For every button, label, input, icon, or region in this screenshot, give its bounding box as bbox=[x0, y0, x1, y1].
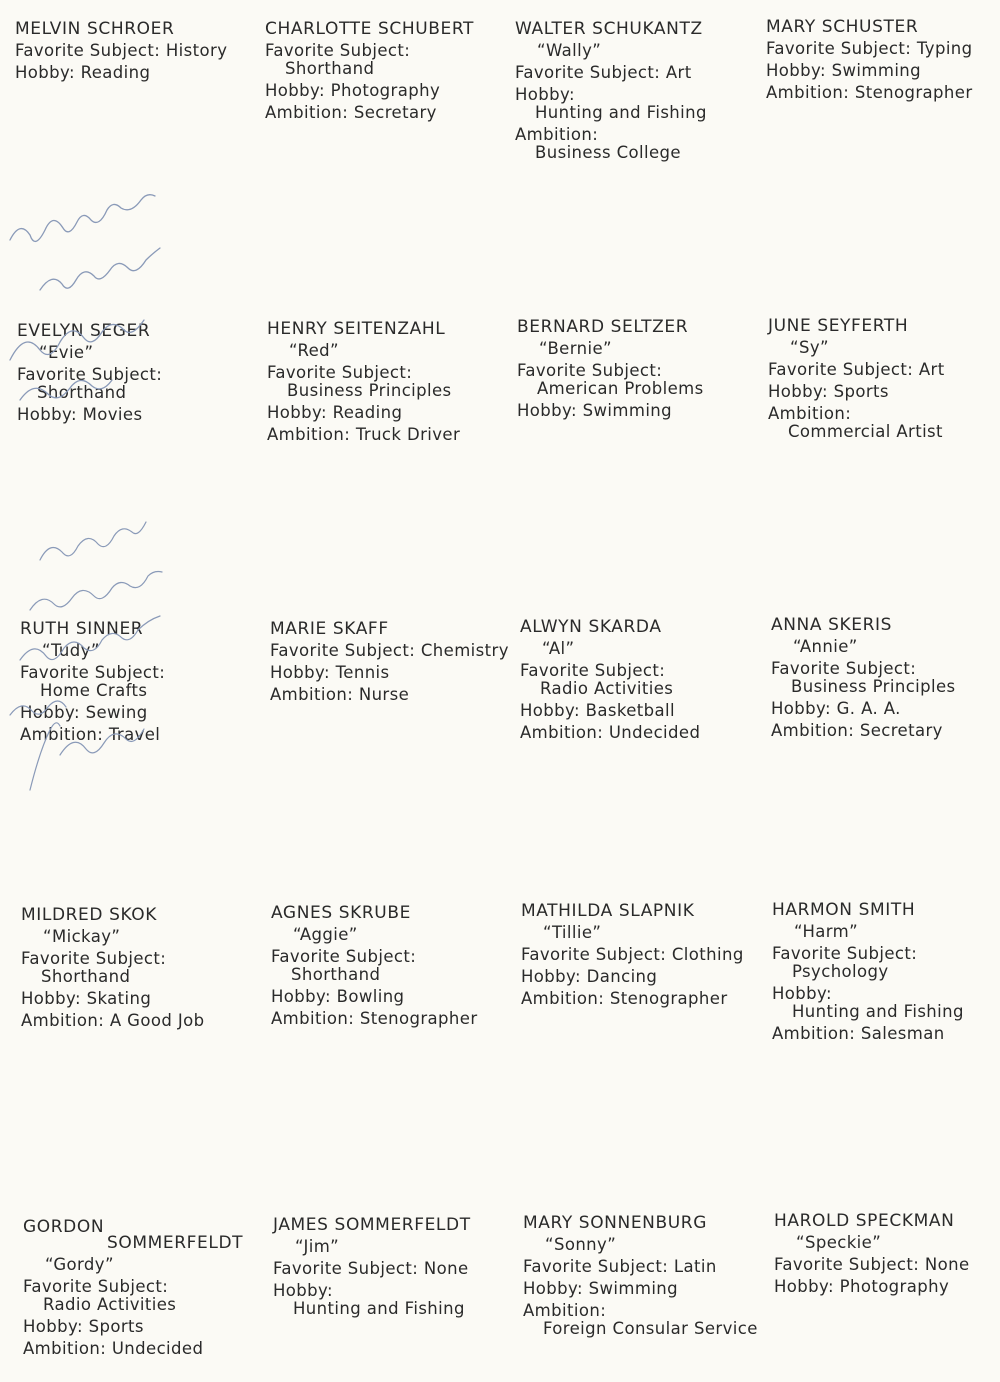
senior-entry bbox=[271, 902, 511, 1030]
entry-detail: Favorite Subject: bbox=[265, 41, 411, 60]
entry-detail: Favorite Subject: Clothing bbox=[521, 945, 744, 964]
student-nickname: “Wally” bbox=[537, 41, 602, 60]
senior-entry bbox=[515, 18, 755, 164]
entry-detail-continued: Shorthand bbox=[41, 967, 131, 986]
entry-detail: Hobby: bbox=[515, 85, 575, 104]
senior-entry bbox=[20, 618, 260, 746]
entry-detail-continued: Hunting and Fishing bbox=[535, 103, 707, 122]
student-nickname: “Bernie” bbox=[539, 339, 612, 358]
student-name: HARMON SMITH bbox=[772, 900, 916, 920]
senior-entry bbox=[774, 1210, 1000, 1298]
entry-detail: Favorite Subject: Art bbox=[515, 63, 692, 82]
student-nickname: “Speckie” bbox=[796, 1233, 882, 1252]
student-name: WALTER SCHUKANTZ bbox=[515, 19, 703, 39]
student-nickname: “Sy” bbox=[790, 338, 829, 357]
entry-detail: Ambition: Stenographer bbox=[521, 989, 728, 1008]
entry-detail: Favorite Subject: Typing bbox=[766, 39, 973, 58]
entry-detail: Hobby: Dancing bbox=[521, 967, 658, 986]
student-nickname: “Mickay” bbox=[43, 927, 121, 946]
senior-entry bbox=[768, 315, 1000, 443]
entry-detail: Ambition: bbox=[768, 404, 852, 423]
student-nickname: “Evie” bbox=[39, 343, 94, 362]
entry-detail-continued: Business College bbox=[535, 143, 681, 162]
entry-detail-continued: Shorthand bbox=[37, 383, 127, 402]
student-nickname: “Red” bbox=[289, 341, 339, 360]
entry-detail: Favorite Subject: Chemistry bbox=[270, 641, 509, 660]
student-name: JAMES SOMMERFELDT bbox=[273, 1215, 471, 1235]
entry-detail-continued: Hunting and Fishing bbox=[792, 1002, 964, 1021]
entry-detail: Ambition: Undecided bbox=[23, 1339, 204, 1358]
entry-detail: Ambition: Secretary bbox=[265, 103, 437, 122]
student-name: MELVIN SCHROER bbox=[15, 19, 175, 39]
senior-entry bbox=[521, 900, 761, 1010]
senior-entry bbox=[270, 618, 510, 706]
student-nickname: “Jim” bbox=[295, 1237, 340, 1256]
student-name: BERNARD SELTZER bbox=[517, 317, 689, 337]
entry-detail: Hobby: Sewing bbox=[20, 703, 148, 722]
senior-entry bbox=[766, 16, 1000, 104]
entry-detail: Favorite Subject: bbox=[771, 659, 917, 678]
student-name: CHARLOTTE SCHUBERT bbox=[265, 19, 475, 39]
entry-detail: Favorite Subject: bbox=[23, 1277, 169, 1296]
senior-entry bbox=[772, 899, 1000, 1045]
entry-detail: Ambition: Stenographer bbox=[766, 83, 973, 102]
entry-detail-continued: Radio Activities bbox=[540, 679, 674, 698]
entry-detail: Hobby: Tennis bbox=[270, 663, 390, 682]
entry-detail-continued: Hunting and Fishing bbox=[293, 1299, 465, 1318]
entry-detail: Ambition: Salesman bbox=[772, 1024, 945, 1043]
entry-detail: Hobby: Reading bbox=[267, 403, 403, 422]
student-name: JUNE SEYFERTH bbox=[768, 316, 909, 336]
entry-detail: Hobby: Sports bbox=[768, 382, 889, 401]
entry-detail: Ambition: bbox=[515, 125, 599, 144]
student-name: HAROLD SPECKMAN bbox=[774, 1211, 955, 1231]
entry-detail: Favorite Subject: bbox=[520, 661, 666, 680]
entry-detail: Ambition: Stenographer bbox=[271, 1009, 478, 1028]
entry-detail: Favorite Subject: bbox=[20, 663, 166, 682]
entry-detail: Hobby: Bowling bbox=[271, 987, 405, 1006]
student-name: MATHILDA SLAPNIK bbox=[521, 901, 695, 921]
student-name: MARY SCHUSTER bbox=[766, 17, 919, 37]
entry-detail: Hobby: Swimming bbox=[517, 401, 673, 420]
senior-entry bbox=[17, 320, 257, 426]
student-nickname: “Harm” bbox=[794, 922, 859, 941]
student-name: HENRY SEITENZAHL bbox=[267, 319, 446, 339]
entry-detail: Favorite Subject: None bbox=[273, 1259, 469, 1278]
entry-detail: Favorite Subject: bbox=[17, 365, 163, 384]
entry-detail: Hobby: Reading bbox=[15, 63, 151, 82]
senior-entry bbox=[265, 18, 505, 124]
student-nickname: “Annie” bbox=[793, 637, 858, 656]
senior-entry bbox=[523, 1212, 763, 1340]
entry-detail: Favorite Subject: bbox=[21, 949, 167, 968]
entry-detail: Ambition: Nurse bbox=[270, 685, 410, 704]
student-name: MARIE SKAFF bbox=[270, 619, 389, 639]
entry-detail: Favorite Subject: Art bbox=[768, 360, 945, 379]
entry-detail: Hobby: Skating bbox=[21, 989, 152, 1008]
entry-detail-continued: Psychology bbox=[792, 962, 889, 981]
student-nickname: “Tudy” bbox=[42, 641, 100, 660]
entry-detail: Favorite Subject: bbox=[271, 947, 417, 966]
student-name: MARY SONNENBURG bbox=[523, 1213, 707, 1233]
entry-detail: Hobby: Swimming bbox=[523, 1279, 679, 1298]
entry-detail: Hobby: Photography bbox=[774, 1277, 950, 1296]
entry-detail-continued: Foreign Consular Service bbox=[543, 1319, 758, 1338]
entry-detail: Hobby: Basketball bbox=[520, 701, 675, 720]
student-name: GORDON bbox=[23, 1217, 105, 1237]
entry-detail-continued: Business Principles bbox=[287, 381, 452, 400]
entry-detail: Hobby: bbox=[273, 1281, 333, 1300]
senior-entry bbox=[267, 318, 507, 446]
student-name: MILDRED SKOK bbox=[21, 905, 158, 925]
entry-detail-continued: Home Crafts bbox=[40, 681, 148, 700]
entry-detail: Favorite Subject: bbox=[267, 363, 413, 382]
entry-detail: Ambition: Travel bbox=[20, 725, 161, 744]
entry-detail-continued: Shorthand bbox=[291, 965, 381, 984]
entry-detail-continued: American Problems bbox=[537, 379, 704, 398]
senior-entry bbox=[15, 18, 255, 84]
entry-detail: Hobby: bbox=[772, 984, 832, 1003]
student-name: ALWYN SKARDA bbox=[520, 617, 662, 637]
entry-detail: Hobby: Swimming bbox=[766, 61, 922, 80]
entry-detail: Ambition: A Good Job bbox=[21, 1011, 205, 1030]
student-nickname: “Gordy” bbox=[45, 1255, 114, 1274]
senior-entry bbox=[23, 1216, 263, 1360]
entry-detail: Hobby: Movies bbox=[17, 405, 143, 424]
entry-detail: Favorite Subject: bbox=[517, 361, 663, 380]
entry-detail: Ambition: Secretary bbox=[771, 721, 943, 740]
student-nickname: “Tillie” bbox=[543, 923, 602, 942]
entry-detail: Ambition: Truck Driver bbox=[267, 425, 461, 444]
student-name: AGNES SKRUBE bbox=[271, 903, 411, 923]
senior-entry bbox=[21, 904, 261, 1032]
senior-entry bbox=[771, 614, 1000, 742]
entry-detail-continued: Radio Activities bbox=[43, 1295, 177, 1314]
student-name: EVELYN SEGER bbox=[17, 321, 151, 341]
student-name: ANNA SKERIS bbox=[771, 615, 892, 635]
senior-entry bbox=[520, 616, 760, 744]
entry-detail-continued: Shorthand bbox=[285, 59, 375, 78]
student-name: RUTH SINNER bbox=[20, 619, 144, 639]
student-nickname: “Aggie” bbox=[293, 925, 358, 944]
entry-detail-continued: Commercial Artist bbox=[788, 422, 943, 441]
entry-detail: Ambition: Undecided bbox=[520, 723, 701, 742]
student-nickname: “Al” bbox=[542, 639, 575, 658]
senior-entry bbox=[517, 316, 757, 422]
entry-detail: Favorite Subject: bbox=[772, 944, 918, 963]
entry-detail: Favorite Subject: History bbox=[15, 41, 228, 60]
entry-detail: Hobby: Photography bbox=[265, 81, 441, 100]
entry-detail: Hobby: Sports bbox=[23, 1317, 144, 1336]
entry-detail: Hobby: G. A. A. bbox=[771, 699, 901, 718]
entry-detail: Favorite Subject: Latin bbox=[523, 1257, 717, 1276]
entry-detail: Ambition: bbox=[523, 1301, 607, 1320]
senior-entry bbox=[273, 1214, 513, 1320]
entry-detail: Favorite Subject: None bbox=[774, 1255, 970, 1274]
student-nickname: “Sonny” bbox=[545, 1235, 617, 1254]
entry-detail-continued: Business Principles bbox=[791, 677, 956, 696]
student-name-continued: SOMMERFELDT bbox=[107, 1233, 244, 1253]
